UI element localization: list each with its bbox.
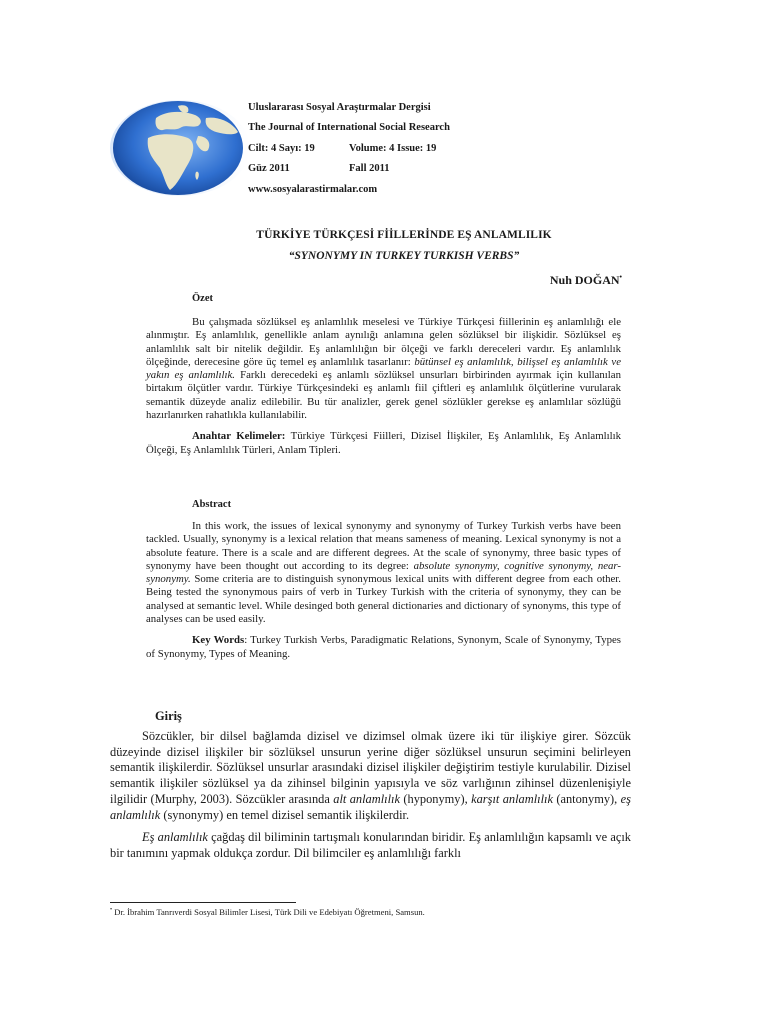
giris-heading: Giriş <box>155 709 182 723</box>
season-en: Fall 2011 <box>349 163 390 174</box>
ozet-heading: Özet <box>192 293 213 304</box>
author <box>550 273 622 288</box>
footnote-mark: • <box>110 907 113 914</box>
term-synonymy: eş anlamlılık <box>110 791 631 822</box>
paper-title-tr: TÜRKİYE TÜRKÇESİ FİİLLERİNDE EŞ ANLAMLILIK <box>256 229 552 241</box>
ozet-text-italic: bütünsel eş anlamlılık, bilişsel eş anlamlılık ve yakın eş anlamlılık. <box>146 355 621 382</box>
paper-title-en: “SYNONYMY IN TURKEY TURKISH VERBS” <box>288 250 520 262</box>
season-tr: Güz 2011 <box>248 163 290 174</box>
ozet-body <box>146 316 621 457</box>
volume-line <box>248 142 437 156</box>
ozet-text-1: Bu çalışmada sözlüksel eş anlamlılık meselesi ve Türkiye Türkçesi fiillerinin eş anlamlılığı ele alınmıştır. Eş anlamlılık, genellikle anlam aynılığı anlamına gelen sözlüksel bir ilişkidir. Sözlüksel eş anlamlılık salt bir nitelik değildir. Eş anlamlılığın bir ölçeği ve farklı dereceleri vardır. Eş anlamlılık ölçeğinde, derecesine göre üç temel eş anlamlılık tasarlanır: <box>146 316 621 368</box>
ozet-keywords-text: Türkiye Türkçesi Fiilleri, Dizisel İlişkiler, Eş Anlamlılık, Eş Anlamlılık Ölçeği, Eş Anlamlılık Türleri, Anlam Tipleri. <box>146 430 621 456</box>
abstract-keywords-text: : Turkey Turkish Verbs, Paradigmatic Relations, Synonym, Scale of Synonymy, Types of Synonymy, Types of Meaning. <box>146 634 621 660</box>
giris-text-a: Sözcükler, bir dilsel bağlamda dizisel ve dizimsel olmak üzere iki tür ilişkiye girer. Sözcük düzeyinde dizisel ilişkiler bir sözlüksel unsurun yerine diğer sözlüksel unsurun seçimini belirleyen semantik ilişkilerdir. Sözlüksel unsurlar arasındaki dizisel ilişkiler değiştirim testiyle kurulabilir. Dizisel semantik ilişkiler sözlüksel ya da zihinsel bilginin yapısıyla ve söz varlığının zihinsel düzenlenişiyle ilgilidir (Murphy, 2003). Sözcükler arasında <box>110 729 631 806</box>
footnote-text: Dr. İbrahim Tanrıverdi Sosyal Bilimler Lisesi, Türk Dili ve Edebiyatı Öğretmeni, Samsun. <box>112 907 425 917</box>
ozet-text-2: Farklı derecedeki eş anlamlı sözlüksel unsurları birbirinden ayırmak için kullanılan birtakım ölçütler vardır. Türkiye Türkçesindeki eş anlamlı fiil çiftleri eş anlamlılık ölçütlerine vurularak semantik düzeyde analiz edilebilir. Bu tür analizler, gerek genel sözlükler gerekse eş anlamlılar sözlüğü hazırlanırken rahatlıkla kullanılabilir. <box>146 369 621 422</box>
footnote <box>110 907 425 917</box>
abstract-body <box>146 520 621 661</box>
term-hyponymy: alt anlamlılık <box>333 791 400 806</box>
abstract-paragraph <box>146 520 621 626</box>
season-line <box>248 162 390 176</box>
journal-title-tr: Uluslararası Sosyal Araştırmalar Dergisi <box>248 102 431 113</box>
author-footnote-mark: • <box>619 273 622 281</box>
ozet-paragraph <box>146 316 621 422</box>
journal-title-en: The Journal of International Social Research <box>248 122 450 133</box>
ozet-keywords-label: Anahtar Kelimeler: <box>192 430 286 443</box>
author-name: Nuh DOĞAN <box>549 273 620 287</box>
term-antonymy: karşıt anlamlılık <box>471 791 553 806</box>
abstract-heading: Abstract <box>192 499 232 510</box>
giris-body <box>110 729 631 862</box>
footnote-divider <box>110 902 296 903</box>
giris-text-t3: (synonymy) en temel dizisel semantik ilişkilerdir. <box>160 807 410 822</box>
journal-logo-globe <box>108 98 248 198</box>
abstract-text-2: Some criteria are to distinguish synonymous lexical units with different degree from each other. Being tested the synonymous pairs of verb in Turkey Turkish with the criteria of synonymy, they can be analysed at semantic level. While desinged both general dictionaries and dictionary of synonyms, this type of analyses can be used easily. <box>146 573 621 626</box>
globe-icon <box>108 98 248 198</box>
giris-paragraph-2 <box>110 830 631 861</box>
cilt-sayi: Cilt: 4 Sayı: 19 <box>248 143 315 154</box>
abstract-keywords <box>146 634 621 661</box>
abstract-text-italic: absolute synonymy, cognitive synonymy, near-synonymy. <box>146 559 621 586</box>
website-link[interactable]: www.sosyalarastirmalar.com <box>248 184 378 195</box>
giris-text-p2: çağdaş dil biliminin tartışmalı konularından biridir. Eş anlamlılığın kapsamlı ve açık bir tanımını yapmak oldukça zordur. Dil bilimciler eş anlamlılığı farklı <box>110 830 631 860</box>
giris-paragraph-1 <box>110 729 631 823</box>
giris-text-t1: (hyponymy), <box>399 791 472 806</box>
ozet-keywords <box>146 430 621 457</box>
abstract-keywords-label: Key Words <box>192 634 245 647</box>
giris-text-t2: (antonymy), <box>552 791 621 806</box>
abstract-text-1: In this work, the issues of lexical synonymy and synonymy of Turkey Turkish verbs have been tackled. Usually, synonymy is a lexical relation that means sameness of meaning. Lexical synonymy is not a absolute feature. There is a scale and are different degrees. At the scale of synonymy, three basic types of synonymy have been thought out according to its degree: <box>146 520 621 572</box>
term-es-anlamlilik: Eş anlamlılık <box>142 830 208 845</box>
volume-issue: Volume: 4 Issue: 19 <box>349 143 437 154</box>
